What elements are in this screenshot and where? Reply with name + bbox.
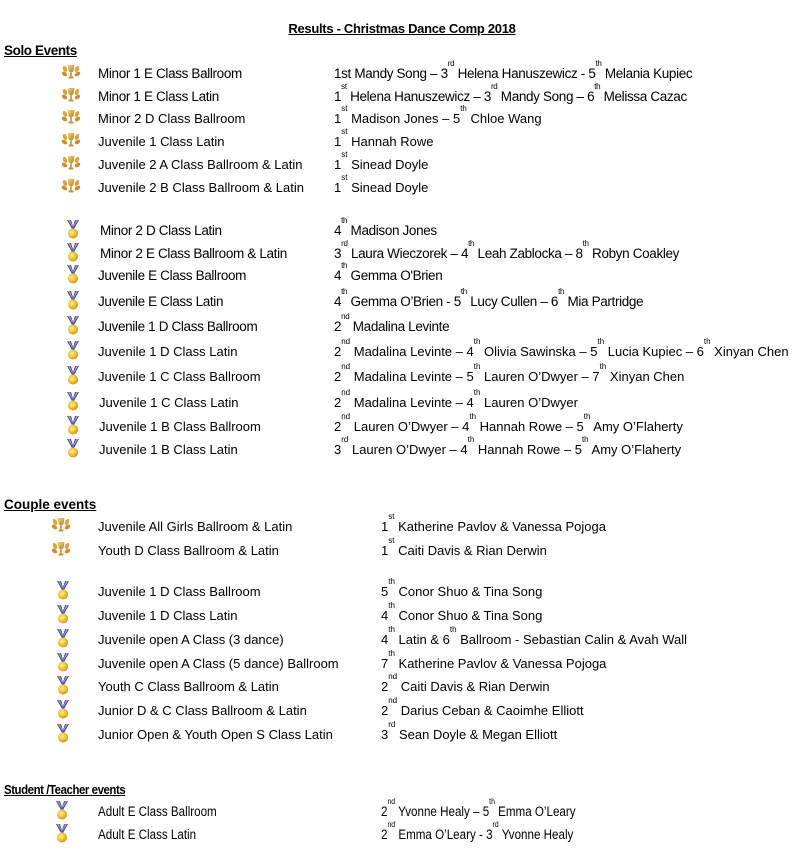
event-result: 4th Latin & 6th Ballroom - Sebastian Calin & Avah Wall [381, 625, 688, 647]
ordinal-suffix: th [388, 625, 395, 634]
ordinal-suffix: th [468, 239, 475, 248]
ordinal-suffix: nd [341, 412, 351, 421]
result-row [0, 59, 804, 88]
medal-icon [53, 652, 73, 674]
trophy-icon [61, 107, 81, 129]
medal-icon [63, 264, 83, 286]
event-name: Junior Open & Youth Open S Class Latin [98, 727, 333, 742]
result-row [0, 337, 804, 366]
medal-icon [53, 580, 73, 602]
medal-icon [63, 290, 83, 312]
medal-icon [53, 628, 73, 650]
ordinal-suffix: th [594, 82, 601, 91]
result-row [0, 412, 804, 441]
ordinal-suffix: nd [341, 312, 350, 321]
event-name: Juvenile 1 Class Latin [98, 134, 225, 149]
result-row [0, 720, 804, 749]
result-row [0, 287, 804, 316]
event-name: Juvenile All Girls Ballroom & Latin [98, 519, 293, 534]
event-result: 1st Sinead Doyle [334, 173, 429, 195]
event-result: 4th Gemma O’Brien - 5th Lucy Cullen – 6th Mia Partridge [334, 287, 644, 309]
ordinal-suffix: nd [341, 388, 351, 397]
event-name: Juvenile open A Class (5 dance) Ballroom [98, 656, 339, 671]
event-name: Minor 2 E Class Ballroom & Latin [100, 246, 287, 261]
event-result: 1st Mandy Song – 3rd Helena Hanuszewicz - 5th Melania Kupiec [334, 59, 693, 81]
event-result: 3rd Laura Wieczorek – 4th Leah Zablocka – 8th Robyn Coakley [334, 239, 680, 261]
section-heading-couple-events: Couple events [4, 497, 97, 512]
event-name: Adult E Class Latin [98, 827, 197, 842]
medal-icon [52, 823, 72, 845]
event-name: Juvenile 1 C Class Ballroom [98, 369, 261, 384]
event-result: 1st Hannah Rowe [334, 127, 434, 149]
event-name: Youth D Class Ballroom & Latin [98, 543, 279, 558]
result-row [0, 150, 804, 179]
event-name: Juvenile 2 A Class Ballroom & Latin [98, 157, 303, 172]
result-row [0, 435, 804, 464]
ordinal-suffix: rd [447, 59, 455, 68]
event-name: Minor 1 E Class Ballroom [98, 66, 242, 81]
ordinal-suffix: th [341, 287, 348, 296]
result-row [0, 82, 804, 111]
result-row [0, 601, 804, 630]
ordinal-suffix: nd [341, 362, 351, 371]
medal-icon [63, 365, 83, 387]
ordinal-suffix: th [388, 649, 395, 658]
result-row [0, 388, 804, 417]
event-result: 1st Katherine Pavlov & Vanessa Pojoga [381, 512, 606, 534]
event-name: Juvenile 1 B Class Latin [99, 442, 238, 457]
ordinal-suffix: st [341, 150, 348, 159]
result-row [0, 127, 804, 156]
trophy-icon [51, 515, 71, 537]
event-result: 4th Conor Shuo & Tina Song [381, 601, 543, 623]
ordinal-suffix: th [449, 625, 457, 634]
ordinal-suffix: th [469, 412, 477, 421]
ordinal-suffix: th [473, 388, 481, 397]
ordinal-suffix: th [582, 239, 589, 248]
event-name: Juvenile 1 D Class Latin [98, 344, 238, 359]
event-result: 7th Katherine Pavlov & Vanessa Pojoga [381, 649, 607, 671]
ordinal-suffix: th [460, 287, 467, 296]
result-row [0, 649, 804, 678]
event-result: 5th Conor Shuo & Tina Song [381, 577, 543, 599]
medal-icon [52, 800, 72, 822]
trophy-icon [61, 130, 81, 152]
result-row [0, 625, 804, 654]
result-row [0, 797, 804, 826]
ordinal-suffix: th [388, 577, 395, 586]
ordinal-suffix: th [341, 261, 348, 270]
result-row [0, 239, 804, 268]
ordinal-suffix: th [467, 435, 475, 444]
medal-icon [63, 315, 83, 337]
ordinal-suffix: nd [387, 797, 396, 806]
event-name: Juvenile open A Class (3 dance) [98, 632, 284, 647]
ordinal-suffix: st [388, 536, 395, 545]
event-name: Juvenile 1 C Class Latin [99, 395, 239, 410]
event-result: 2nd Madalina Levinte – 4th Lauren O’Dwyer [334, 388, 578, 410]
ordinal-suffix: nd [388, 672, 398, 681]
ordinal-suffix: th [388, 601, 395, 610]
trophy-icon [61, 62, 81, 84]
event-name: Juvenile E Class Ballroom [98, 268, 247, 283]
ordinal-suffix: st [388, 512, 395, 521]
event-name: Juvenile 2 B Class Ballroom & Latin [98, 180, 304, 195]
document-title: Results - Christmas Dance Comp 2018 [288, 21, 516, 36]
ordinal-suffix: th [489, 797, 495, 806]
ordinal-suffix: rd [492, 820, 499, 829]
event-result: 3rd Lauren O’Dwyer – 4th Hannah Rowe – 5th Amy O’Flaherty [334, 435, 682, 457]
result-row [0, 672, 804, 701]
medal-icon [63, 219, 83, 241]
event-name: Adult E Class Ballroom [98, 804, 217, 819]
medal-icon [63, 340, 83, 362]
event-name: Juvenile 1 D Class Ballroom [98, 319, 258, 334]
event-result: 1st Madison Jones – 5th Chloe Wang [334, 104, 542, 126]
medal-icon [63, 242, 83, 264]
event-result: 4th Madison Jones [334, 216, 437, 238]
trophy-icon [61, 176, 81, 198]
result-row [0, 173, 804, 202]
event-name: Minor 2 D Class Latin [100, 223, 222, 238]
medal-icon [63, 438, 83, 460]
event-result: 2nd Madalina Levinte – 5th Lauren O’Dwyer – 7th Xinyan Chen [334, 362, 685, 384]
result-row [0, 104, 804, 133]
medal-icon [63, 391, 83, 413]
medal-icon [53, 699, 73, 721]
result-row [0, 696, 804, 725]
event-result: 2nd Yvonne Healy – 5th Emma O’Leary [381, 797, 576, 819]
result-row [0, 536, 804, 565]
medal-icon [63, 415, 83, 437]
section-heading-student-teacher-events: Student /Teacher events [4, 782, 126, 797]
event-name: Youth C Class Ballroom & Latin [98, 679, 279, 694]
ordinal-suffix: rd [490, 82, 498, 91]
ordinal-suffix: th [597, 337, 605, 346]
ordinal-suffix: th [460, 104, 467, 113]
ordinal-suffix: th [581, 435, 589, 444]
medal-icon [53, 604, 73, 626]
ordinal-suffix: th [473, 362, 481, 371]
event-name: Juvenile 1 B Class Ballroom [99, 419, 261, 434]
event-result: 2nd Madalina Levinte – 4th Olivia Sawinska – 5th Lucia Kupiec – 6th Xinyan Chen [334, 337, 789, 359]
result-row [0, 216, 804, 245]
ordinal-suffix: rd [388, 720, 396, 729]
event-name: Minor 1 E Class Latin [98, 89, 219, 104]
result-row [0, 362, 804, 391]
event-result: 2nd Madalina Levinte [334, 312, 450, 334]
ordinal-suffix: st [341, 82, 347, 91]
medal-icon [53, 723, 73, 745]
ordinal-suffix: rd [341, 435, 349, 444]
event-name: Minor 2 D Class Ballroom [98, 111, 246, 126]
ordinal-suffix: th [703, 337, 711, 346]
event-name: Juvenile E Class Latin [98, 294, 224, 309]
ordinal-suffix: th [599, 362, 607, 371]
trophy-icon [61, 153, 81, 175]
ordinal-suffix: st [341, 173, 348, 182]
ordinal-suffix: nd [388, 696, 398, 705]
ordinal-suffix: th [341, 216, 348, 225]
event-result: 3rd Sean Doyle & Megan Elliott [381, 720, 558, 742]
trophy-icon [51, 539, 71, 561]
trophy-icon [61, 85, 81, 107]
event-result: 2nd Caiti Davis & Rian Derwin [381, 672, 550, 694]
ordinal-suffix: th [473, 337, 481, 346]
ordinal-suffix: st [341, 104, 348, 113]
result-row [0, 312, 804, 341]
event-result: 2nd Lauren O’Dwyer – 4th Hannah Rowe – 5th Amy O’Flaherty [334, 412, 683, 434]
event-name: Junior D & C Class Ballroom & Latin [98, 703, 307, 718]
ordinal-suffix: rd [341, 239, 348, 248]
event-result: 1st Helena Hanuszewicz – 3rd Mandy Song – 6th Melissa Cazac [334, 82, 687, 104]
result-row [0, 512, 804, 541]
ordinal-suffix: th [595, 59, 602, 68]
medal-icon [53, 675, 73, 697]
event-result: 2nd Emma O’Leary - 3rd Yvonne Healy [381, 820, 574, 842]
result-row [0, 577, 804, 606]
result-row [0, 261, 804, 290]
ordinal-suffix: th [558, 287, 565, 296]
event-result: 1st Caiti Davis & Rian Derwin [381, 536, 547, 558]
ordinal-suffix: th [583, 412, 591, 421]
ordinal-suffix: nd [341, 337, 351, 346]
event-result: 2nd Darius Ceban & Caoimhe Elliott [381, 696, 584, 718]
event-name: Juvenile 1 D Class Latin [98, 608, 238, 623]
event-result: 1st Sinead Doyle [334, 150, 429, 172]
ordinal-suffix: nd [387, 820, 396, 829]
event-name: Juvenile 1 D Class Ballroom [98, 584, 261, 599]
ordinal-suffix: st [341, 127, 348, 136]
event-result: 4th Gemma O'Brien [334, 261, 443, 283]
result-row [0, 820, 804, 849]
section-heading-solo-events: Solo Events [4, 43, 77, 58]
